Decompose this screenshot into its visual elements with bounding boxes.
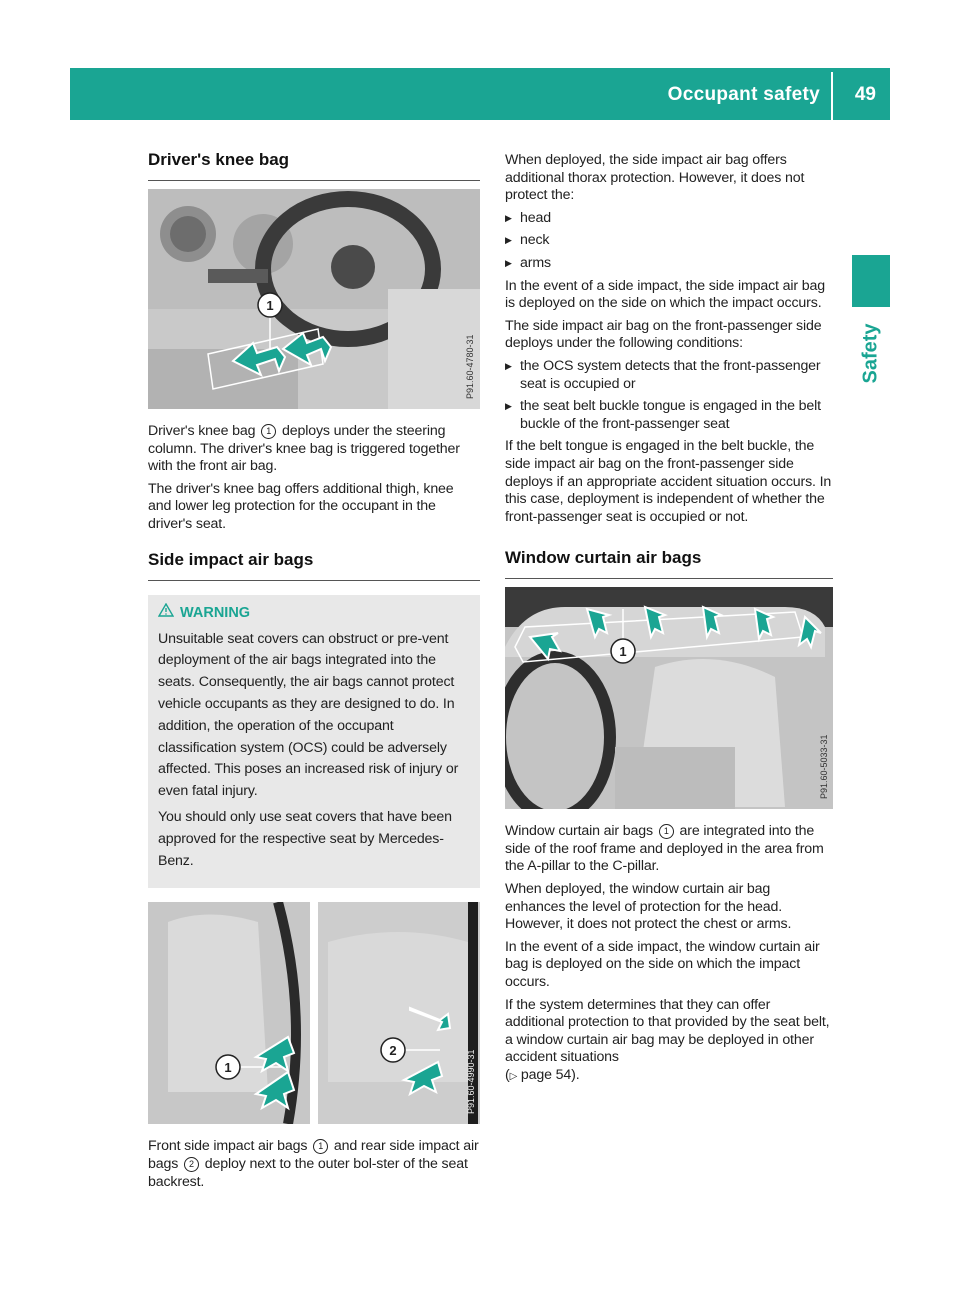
side-impact-heading: Side impact air bags: [148, 550, 480, 581]
knee-bag-heading: Driver's knee bag: [148, 150, 480, 181]
knee-bag-photo-code: P91.60-4780-31: [465, 334, 475, 399]
side-impact-caption: Front side impact air bags 1 and rear side impact air bags 2 deploy next to the outer bol-ster of the seat backrest.: [148, 1138, 479, 1190]
section-title: Occupant safety: [667, 84, 820, 105]
side-impact-callout-2: 2: [389, 1043, 397, 1059]
side-impact-photo: [148, 902, 480, 1124]
header-bar: [70, 68, 890, 120]
warning-para-1: Unsuitable seat covers can obstruct or pre-vent deployment of the air bags integrated into the seats. Consequently, the air bags cannot protect vehicle occupants as they are designed to do. In addition, the operation of the occupant classification system (OCS) could be adversely affected. This poses an increased risk of injury or even fatal injury.: [158, 630, 459, 800]
knee-bag-photo: [148, 189, 480, 409]
page-number: 49: [854, 84, 876, 105]
window-curtain-heading: Window curtain air bags: [505, 548, 833, 579]
window-curtain-para-1: Window curtain air bags 1 are integrated into the side of the roof frame and deployed in the area from the A-pillar to the C-pillar.: [505, 823, 824, 875]
side-impact-callout-1: 1: [224, 1060, 232, 1076]
knee-bag-callout-1: 1: [266, 298, 274, 313]
front-passenger-para: The side impact air bag on the front-passenger side deploys under the following conditions:: [505, 317, 822, 352]
right-column: [505, 152, 833, 1091]
warning-triangle-icon: [158, 603, 174, 621]
protect-list: [505, 210, 833, 273]
list-item: ▶ neck: [505, 232, 833, 250]
page-reference-link[interactable]: page 54).: [520, 1067, 580, 1083]
window-curtain-para-4: If the system determines that they can offer additional protection to that provided by the seat belt, a window curtain air bag may be deployed in other accident situations (▷ page 54).: [505, 996, 830, 1083]
knee-bag-para-1: Driver's knee bag 1 deploys under the steering column. The driver's knee bag is triggered together with the front air bag.: [148, 423, 460, 475]
belt-tongue-para: If the belt tongue is engaged in the belt buckle, the side impact air bag on the front-passenger side deploys if an appropriate accident situation occurs. In this case, deployment is independent of whether the front-passenger seat is occupied or not.: [505, 438, 832, 525]
side-tab-label: Safety: [859, 322, 882, 384]
warning-title: WARNING: [158, 603, 470, 621]
side-tab-marker: [852, 255, 890, 307]
window-curtain-photo-code: P91.60-5033-31: [819, 734, 829, 800]
list-item: ▶ the seat belt buckle tongue is engaged in the belt buckle of the front-passenger seat: [505, 398, 833, 433]
callout-1-icon: 1: [659, 824, 674, 839]
warning-para-2: You should only use seat covers that have been approved for the respective seat by Mercedes-Benz.: [158, 808, 452, 869]
page-ref-arrow-icon: ▷: [509, 1071, 518, 1082]
window-curtain-callout-1: 1: [619, 644, 627, 660]
list-item: ▶ head: [505, 210, 833, 228]
window-curtain-para-3: In the event of a side impact, the window curtain air bag is deployed on the side on which the impact occurs.: [505, 938, 820, 991]
list-item: ▶ the OCS system detects that the front-passenger seat is occupied or: [505, 358, 833, 393]
conditions-list: [505, 358, 833, 433]
window-curtain-photo: [505, 587, 833, 809]
header-divider: [831, 72, 833, 120]
callout-1-icon: 1: [261, 424, 276, 439]
warning-box: [148, 595, 480, 889]
window-curtain-para-2: When deployed, the window curtain air bag enhances the level of protection for the head. However, it does not protect the chest or arms.: [505, 881, 792, 933]
side-impact-event-para: In the event of a side impact, the side impact air bag is deployed on the side on which the impact occurs.: [505, 277, 825, 312]
list-item: ▶ arms: [505, 255, 833, 273]
side-impact-photo-code: P91.60-4990-31: [466, 1049, 476, 1115]
callout-2-icon: 2: [184, 1157, 199, 1172]
knee-bag-para-2: The driver's knee bag offers additional thigh, knee and lower leg protection for the occupant in the driver's seat.: [148, 480, 454, 532]
side-impact-intro: When deployed, the side impact air bag offers additional thorax protection. However, it does not protect the:: [505, 152, 805, 204]
left-column: [148, 150, 480, 1196]
callout-1-icon: 1: [313, 1139, 328, 1154]
